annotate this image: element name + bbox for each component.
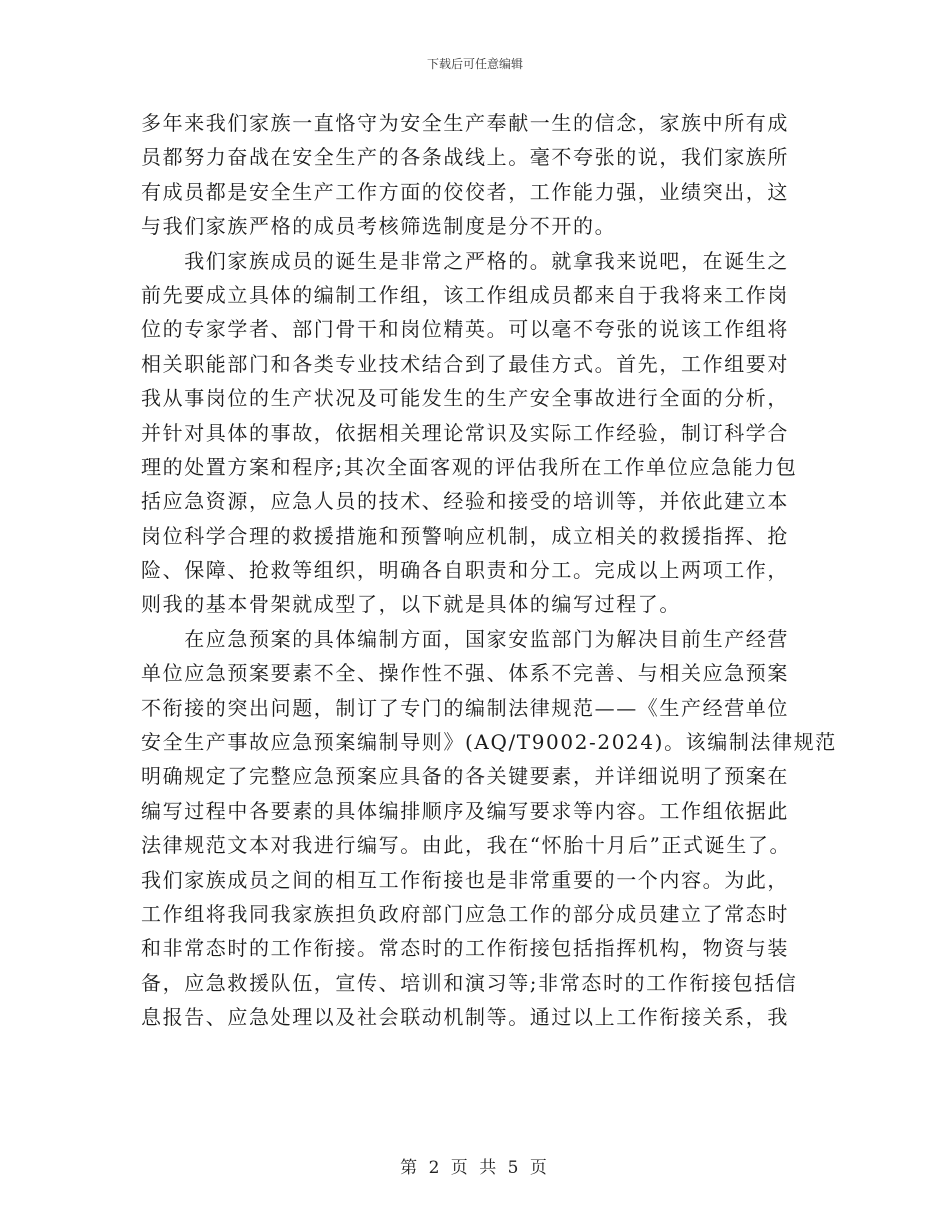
text-line: 在应急预案的具体编制方面，国家安监部门为解决目前生产经营 bbox=[141, 626, 789, 651]
text-line: 我们家族成员之间的相互工作衔接也是非常重要的一个内容。为此， bbox=[141, 867, 789, 892]
text-line: 员都努力奋战在安全生产的各条战线上。毫不夸张的说，我们家族所 bbox=[141, 145, 789, 170]
text-line: 不衔接的突出问题，制订了专门的编制法律规范——《生产经营单位 bbox=[141, 695, 789, 720]
text-line: 岗位科学合理的救援措施和预警响应机制，成立相关的救援指挥、抢 bbox=[141, 523, 789, 548]
text-line: 法律规范文本对我进行编写。由此，我在“怀胎十月后”正式诞生了。 bbox=[141, 833, 792, 858]
text-line: 前先要成立具体的编制工作组，该工作组成员都来自于我将来工作岗 bbox=[141, 282, 789, 307]
text-line: 息报告、应急处理以及社会联动机制等。通过以上工作衔接关系，我 bbox=[141, 1005, 789, 1030]
text-line: 安全生产事故应急预案编制导则》(AQ/T9002-2024)。该编制法律规范 bbox=[141, 730, 837, 755]
text-line: 括应急资源，应急人员的技术、经验和接受的培训等，并依此建立本 bbox=[141, 489, 789, 514]
text-line: 多年来我们家族一直恪守为安全生产奉献一生的信念，家族中所有成 bbox=[141, 111, 789, 135]
text-line: 和非常态时的工作衔接。常态时的工作衔接包括指挥机构，物资与装 bbox=[141, 936, 789, 961]
text-line: 工作组将我同我家族担负政府部门应急工作的部分成员建立了常态时 bbox=[141, 901, 789, 926]
text-line: 我们家族成员的诞生是非常之严格的。就拿我来说吧，在诞生之 bbox=[141, 248, 789, 273]
text-line: 有成员都是安全生产工作方面的佼佼者，工作能力强，业绩突出，这 bbox=[141, 179, 789, 204]
text-line: 险、保障、抢救等组织，明确各自职责和分工。完成以上两项工作， bbox=[141, 558, 789, 583]
text-line: 与我们家族严格的成员考核筛选制度是分不开的。 bbox=[141, 214, 617, 239]
text-line: 位的专家学者、部门骨干和岗位精英。可以毫不夸张的说该工作组将 bbox=[141, 317, 789, 342]
page-header: 下载后可任意编辑 bbox=[426, 57, 523, 71]
text-line: 备，应急救援队伍，宣传、培训和演习等;非常态时的工作衔接包括信 bbox=[141, 970, 798, 995]
text-line: 单位应急预案要素不全、操作性不强、体系不完善、与相关应急预案 bbox=[141, 661, 789, 686]
text-line: 理的处置方案和程序;其次全面客观的评估我所在工作单位应急能力包 bbox=[141, 454, 798, 479]
text-line: 则我的基本骨架就成型了，以下就是具体的编写过程了。 bbox=[141, 592, 681, 617]
text-line: 明确规定了完整应急预案应具备的各关键要素，并详细说明了预案在 bbox=[141, 764, 789, 789]
text-line: 编写过程中各要素的具体编排顺序及编写要求等内容。工作组依据此 bbox=[141, 798, 789, 823]
text-line: 并针对具体的事故，依据相关理论常识及实际工作经验，制订科学合 bbox=[141, 420, 789, 445]
text-line: 我从事岗位的生产状况及可能发生的生产安全事故进行全面的分析， bbox=[141, 386, 789, 411]
text-line: 相关职能部门和各类专业技术结合到了最佳方式。首先，工作组要对 bbox=[141, 351, 789, 376]
page-footer: 第 2 页 共 5 页 bbox=[400, 1158, 550, 1178]
document-body bbox=[141, 106, 837, 1035]
